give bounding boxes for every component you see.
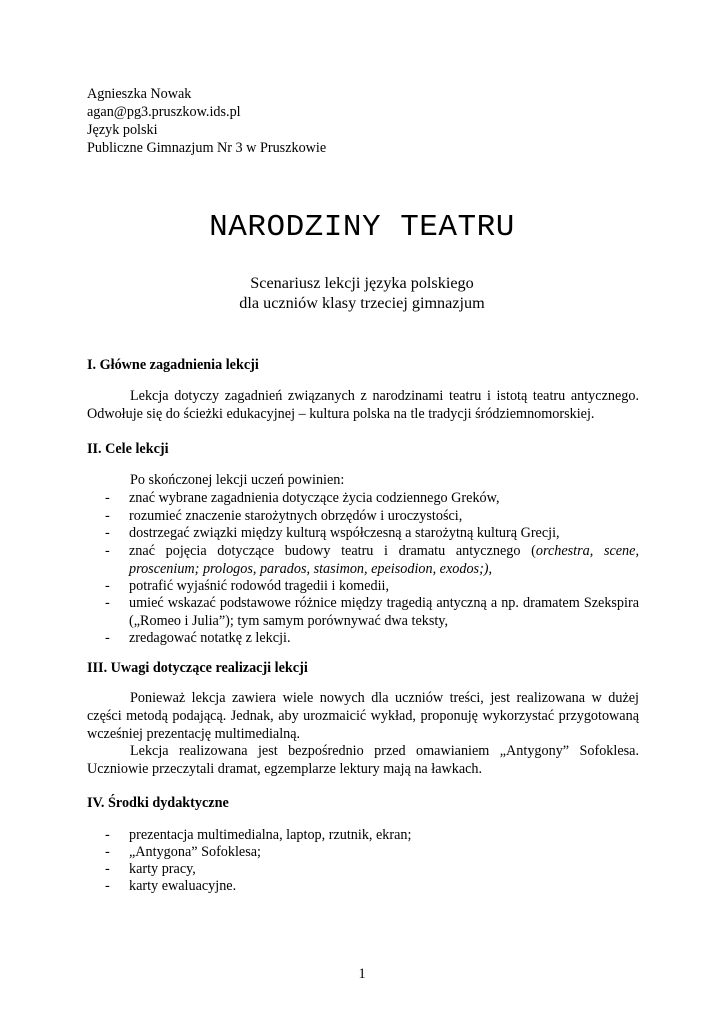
list-item [105,507,639,525]
list-item-text: karty ewaluacyjne. [129,878,237,894]
list-item-text: zredagować notatkę z lekcji. [129,630,291,646]
list-item-text: rozumieć znaczenie starożytnych obrzędów i uroczystości, [129,508,463,524]
list-item-text: znać pojęcia dotyczące budowy teatru i dramatu antycznego ( [129,543,536,559]
list-item [105,542,639,578]
author-email: agan@pg3.pruszkow.ids.pl [87,104,241,120]
subtitle-line-2: dla uczniów klasy trzeciej gimnazjum [239,294,485,312]
subtitle [0,273,724,313]
page-title: NARODZINY TEATRU [209,210,515,245]
section-4-heading: IV. Środki dydaktyczne [87,795,229,811]
section-3-paragraph-2: Lekcja realizowana jest bezpośrednio przed omawianiem „Antygony” Sofoklesa. Uczniowie przeczytali dramat, egzemplarze lektury mają na ławkach. [87,743,639,777]
author-block [87,85,326,157]
list-dash: - [105,630,110,646]
list-dash: - [105,595,110,611]
list-item-text: „Antygona” Sofoklesa; [129,844,261,860]
list-dash: - [105,827,110,843]
list-item-text: dostrzegać związki między kulturą współczesną a starożytną kulturą Grecji, [129,525,560,541]
list-item-text: potrafić wyjaśnić rodowód tragedii i komedii, [129,578,390,594]
author-name: Agnieszka Nowak [87,86,192,102]
section-1-heading: I. Główne zagadnienia lekcji [87,357,259,373]
list-item [105,629,639,647]
list-item-text: umieć wskazać podstawowe różnice między tragedią antyczną a np. dramatem Szekspira („Romeo i Julia”); tym samym porównywać dwa teksty, [129,595,639,629]
list-item-text: prezentacja multimedialna, laptop, rzutnik, ekran; [129,827,412,843]
list-dash: - [105,490,110,506]
list-item [105,594,639,630]
list-item [105,860,639,878]
list-item [105,577,639,595]
theatre-terms: orchestra, scene, proscenium; prologos, parados, stasimon, epeisodion, exodos;), [129,543,639,577]
list-item [105,489,639,507]
list-item [105,877,639,895]
list-dash: - [105,578,110,594]
list-item-text: znać wybrane zagadnienia dotyczące życia codziennego Greków, [129,490,500,506]
list-item [105,843,639,861]
section-2-heading: II. Cele lekcji [87,441,169,457]
list-item-text: karty pracy, [129,861,196,877]
list-dash: - [105,844,110,860]
list-dash: - [105,861,110,877]
section-3-heading: III. Uwagi dotyczące realizacji lekcji [87,660,308,676]
list-dash: - [105,878,110,894]
subject: Język polski [87,122,158,138]
list-item [105,826,639,844]
section-2-intro: Po skończonej lekcji uczeń powinien: [130,472,345,488]
school-name: Publiczne Gimnazjum Nr 3 w Pruszkowie [87,140,327,156]
subtitle-line-1: Scenariusz lekcji języka polskiego [250,274,474,292]
section-3-paragraph-1: Ponieważ lekcja zawiera wiele nowych dla uczniów treści, jest realizowana w dużej części metodą podającą. Jednak, aby urozmaicić wykład, proponuję wykorzystać przygotowaną wcześniej prezentację multimedialną. [87,690,639,742]
page-number: 1 [358,966,366,982]
list-dash: - [105,543,110,559]
list-dash: - [105,525,110,541]
list-item [105,524,639,542]
section-1-paragraph: Lekcja dotyczy zagadnień związanych z narodzinami teatru i istotą teatru antycznego. Odwołuje się do ścieżki edukacyjnej – kultura polska na tle tradycji śródziemnomorskiej. [87,388,639,422]
list-item-text-container [129,542,639,578]
list-dash: - [105,508,110,524]
